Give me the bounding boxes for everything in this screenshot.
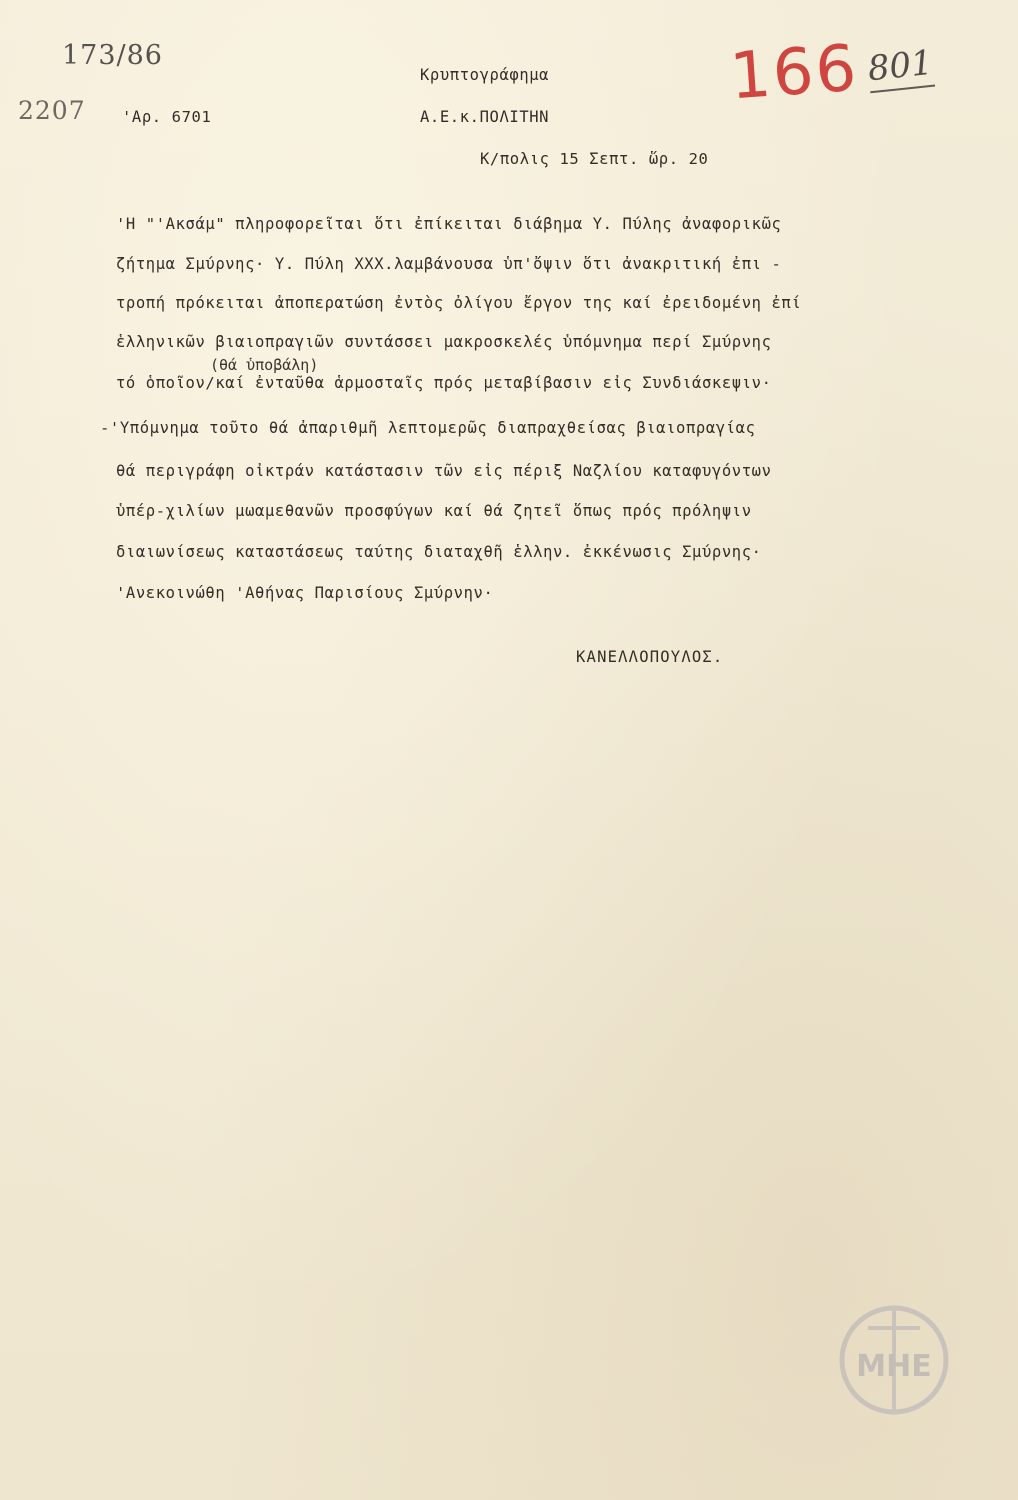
interlinear-insertion: (θά ὑποβάλη) — [210, 356, 319, 374]
handwritten-archive-number: 173/86 — [62, 40, 163, 71]
body-line: ζήτημα Σμύρνης· Υ. Πύλη ΧΧΧ.λαμβάνουσα ὑπ'ὄψιν ὅτι ἀνακριτική ἐπι - — [116, 255, 782, 273]
archive-stamp-icon — [838, 1304, 950, 1416]
body-line: ἑλληνικῶν βιαιοπραγιῶν συντάσσει μακροσκελές ὑπόμνημα περί Σμύρνης — [116, 333, 772, 351]
body-line: -'Υπόμνημα τοῦτο θά ἀπαριθμῆ λεπτομερῶς διαπραχθείσας βιαιοπραγίας — [100, 419, 756, 437]
document-type: Κρυπτογράφημα — [420, 66, 550, 84]
body-line: τό ὁποῖον/καί ἐνταῦθα ἁρμοσταῖς πρός μεταβίβασιν εἰς Συνδιάσκεψιν· — [116, 374, 772, 392]
pencil-note-number: 801 — [866, 43, 935, 94]
body-line: τροπή πρόκειται ἀποπερατώση ἐντὸς ὀλίγου ἔργον της καί ἐρειδομένη ἐπί — [116, 294, 802, 312]
body-line: 'Η "'Ακσάμ" πληροφορεῖται ὅτι ἐπίκειται διάβημα Υ. Πύλης ἀναφορικῶς — [116, 215, 782, 233]
date-line: Κ/πολις 15 Σεπτ. ὥρ. 20 — [480, 150, 709, 168]
body-line: ὑπέρ-χιλίων μωαμεθανῶν προσφύγων καί θά ζητεῖ ὅπως πρός πρόληψιν — [116, 502, 752, 520]
body-line: θά περιγράφη οἰκτράν κατάστασιν τῶν εἰς πέριξ Ναζλίου καταφυγόντων — [116, 462, 772, 480]
reference-number: 'Αρ. 6701 — [122, 108, 212, 126]
handwritten-margin-number: 2207 — [18, 96, 86, 125]
body-line: διαιωνίσεως καταστάσεως ταύτης διαταχθῆ ἑλλην. ἐκκένωσις Σμύρνης· — [116, 543, 762, 561]
recipient: Α.Ε.κ.ΠΟΛΙΤΗΝ — [420, 108, 550, 126]
body-line: 'Ανεκοινώθη 'Αθήνας Παρισίους Σμύρνην· — [116, 584, 494, 602]
red-page-number: 166 — [727, 31, 861, 115]
stamp-text: ΜΗΕ — [856, 1349, 932, 1384]
signature: ΚΑΝΕΛΛΟΠΟΥΛΟΣ. — [576, 648, 724, 666]
